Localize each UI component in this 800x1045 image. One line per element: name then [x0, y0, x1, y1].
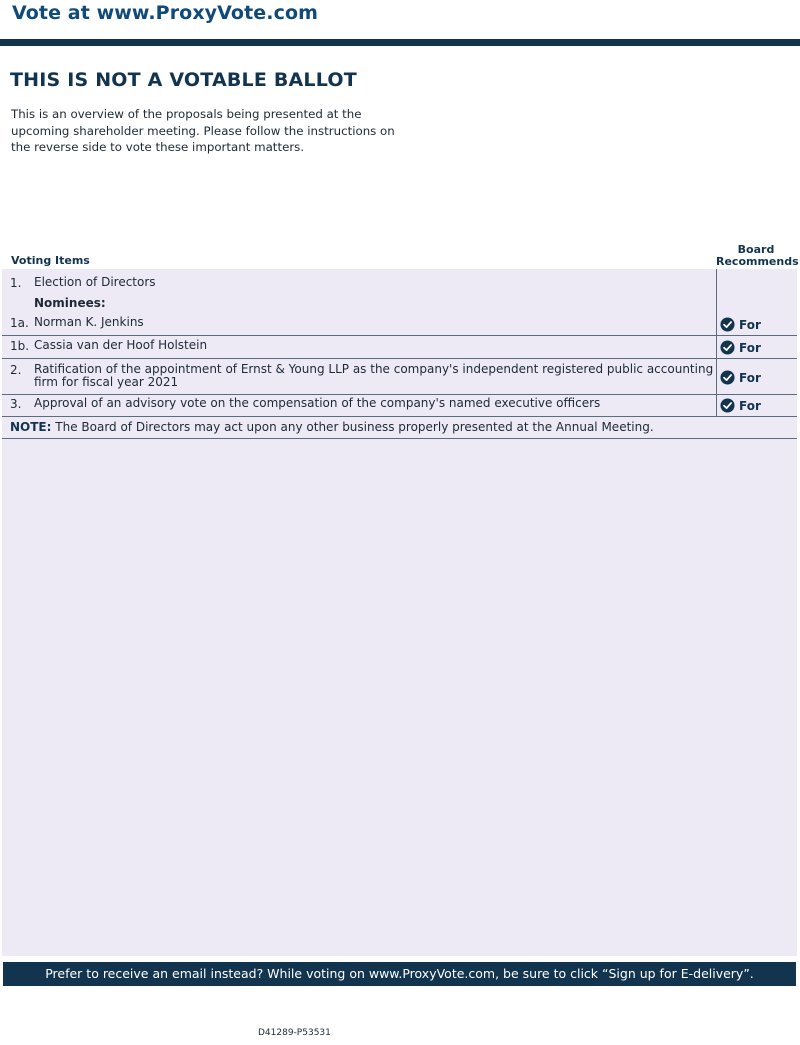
- e-delivery-banner: Prefer to receive an email instead? While voting on www.ProxyVote.com, be sure to click “Sign up for E-delivery”.: [3, 962, 796, 986]
- intro-line: the reverse side to vote these important matters.: [11, 140, 305, 154]
- header-divider-bar: [0, 39, 800, 46]
- note-label: NOTE:: [10, 420, 52, 434]
- row-divider: [2, 416, 797, 417]
- item-number: 1b.: [10, 339, 30, 353]
- recommendation-label: For: [739, 340, 761, 355]
- board-recommends-line: Board: [737, 243, 775, 256]
- recommendation-label: For: [739, 317, 761, 332]
- document-code: D41289-P53531: [258, 1028, 331, 1038]
- recommendation-label: For: [739, 370, 761, 385]
- intro-line: This is an overview of the proposals being presented at the: [11, 107, 362, 121]
- board-note: [10, 420, 654, 434]
- recommendation-badge: [720, 370, 761, 385]
- page-header: [0, 0, 800, 40]
- nominee-name: Cassia van der Hoof Holstein: [34, 338, 208, 352]
- proposal-description: Approval of an advisory vote on the compensation of the company's named executive officers: [34, 396, 601, 410]
- item-number: 1.: [10, 276, 22, 290]
- item-number: 3.: [10, 397, 22, 411]
- recommendation-badge: [720, 317, 761, 332]
- check-circle-icon: [720, 340, 735, 355]
- intro-line: upcoming shareholder meeting. Please follow the instructions on: [11, 123, 395, 138]
- check-circle-icon: [720, 370, 735, 385]
- recommendation-label: For: [739, 398, 761, 413]
- nominees-heading: Nominees:: [34, 296, 106, 310]
- item-description: Election of Directors: [34, 275, 156, 289]
- check-circle-icon: [720, 317, 735, 332]
- intro-paragraph: [11, 106, 401, 156]
- row-divider: [2, 394, 797, 395]
- page-title: THIS IS NOT A VOTABLE BALLOT: [10, 69, 357, 91]
- board-recommends-line: Recommends: [716, 255, 799, 268]
- proposal-description: Ratification of the appointment of Ernst & Young LLP as the company's independent registered public accounting firm for fiscal year 2021: [34, 362, 714, 389]
- row-divider: [2, 358, 797, 359]
- item-number: 2.: [10, 363, 22, 377]
- row-divider: [2, 335, 797, 336]
- item-number: 1a.: [10, 316, 29, 330]
- note-text: The Board of Directors may act upon any other business properly presented at the Annual Meeting.: [51, 420, 654, 434]
- recommendation-badge: [720, 398, 761, 413]
- nominee-name: Norman K. Jenkins: [34, 315, 144, 329]
- board-recommends-heading: [716, 243, 799, 268]
- row-divider: [2, 438, 797, 439]
- check-circle-icon: [720, 398, 735, 413]
- header-title[interactable]: Vote at www.ProxyVote.com: [12, 2, 318, 24]
- voting-items-heading: Voting Items: [11, 254, 90, 267]
- voting-items-panel: [2, 269, 797, 956]
- recommendation-badge: [720, 340, 761, 355]
